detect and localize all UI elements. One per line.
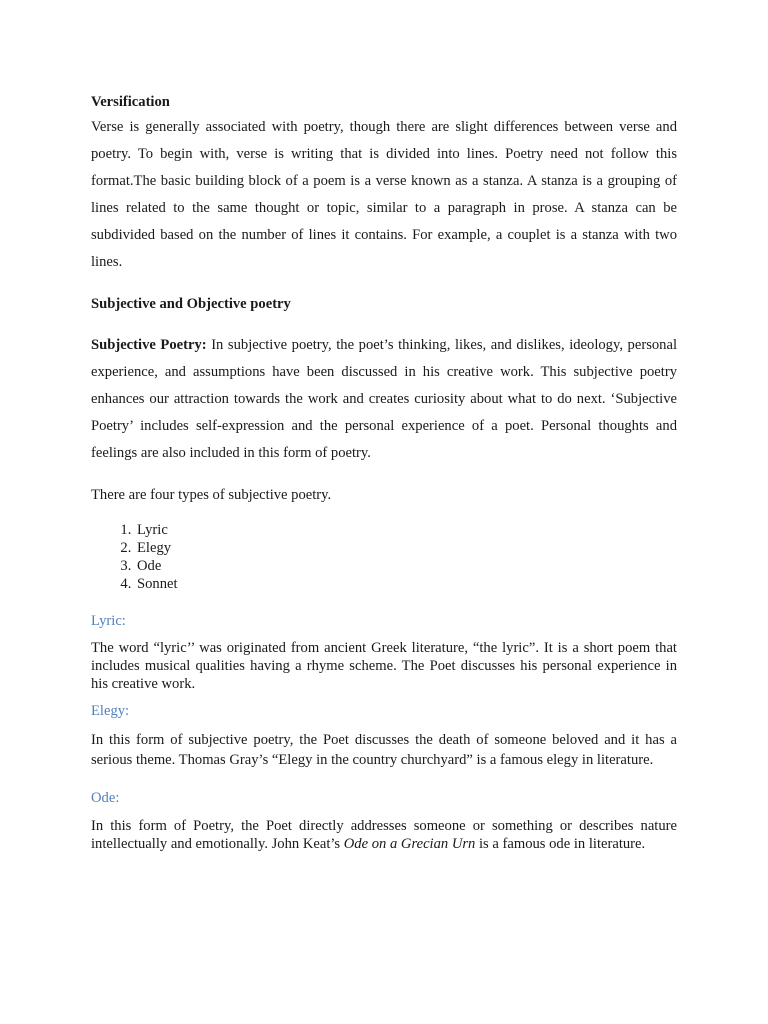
ode-text-before: In this form of Poetry, the Poet directly addresses someone or something or describes nature intellectually and emotionally. John Keat’s [91,818,677,852]
list-item: 1. Lyric [135,521,677,539]
types-list [91,521,677,593]
lyric-heading: Lyric: [91,613,126,629]
subjective-poetry-label: Subjective Poetry: [91,337,207,353]
list-item: 4. Sonnet [135,575,677,593]
ode-title-italic: Ode on a Grecian Urn [343,836,476,852]
ode-text-after: is a famous ode in literature. [475,836,646,852]
ode-heading: Ode: [91,790,120,806]
types-intro: There are four types of subjective poetry. [91,487,332,503]
lyric-paragraph: The word “lyric’’ was originated from ancient Greek literature, “the lyric”. It is a short poem that includes musical qualities having a rhyme scheme. The Poet discusses his personal experience in his creative work. [91,640,677,692]
versification-paragraph: Verse is generally associated with poetry, though there are slight differences between verse and poetry. To begin with, verse is writing that is divided into lines. Poetry need not follow this format.The basic building block of a poem is a verse known as a stanza. A stanza is a grouping of lines related to the same thought or topic, similar to a paragraph in prose. A stanza can be subdivided based on the number of lines it contains. For example, a couplet is a stanza with two lines. [91,119,677,270]
document-page [91,92,677,853]
versification-heading: Versification [91,94,170,110]
list-item: 3. Ode [135,557,677,575]
subjective-objective-heading: Subjective and Objective poetry [91,296,291,312]
subjective-poetry-paragraph [91,332,677,467]
subjective-poetry-text: In subjective poetry, the poet’s thinking, likes, and dislikes, ideology, personal experience, and assumptions have been discussed in his creative work. This subjective poetry enhances our attraction towards the work and creates curiosity about what to do next. ‘Subjective Poetry’ includes self-expression and the personal experience of a poet. Personal thoughts and feelings are also included in this form of poetry. [91,337,677,461]
ode-paragraph [91,817,677,853]
list-item: 2. Elegy [135,539,677,557]
elegy-paragraph: In this form of subjective poetry, the Poet discusses the death of someone beloved and it has a serious theme. Thomas Gray’s “Elegy in the country churchyard” is a famous elegy in literature. [91,732,677,768]
elegy-heading: Elegy: [91,703,130,719]
